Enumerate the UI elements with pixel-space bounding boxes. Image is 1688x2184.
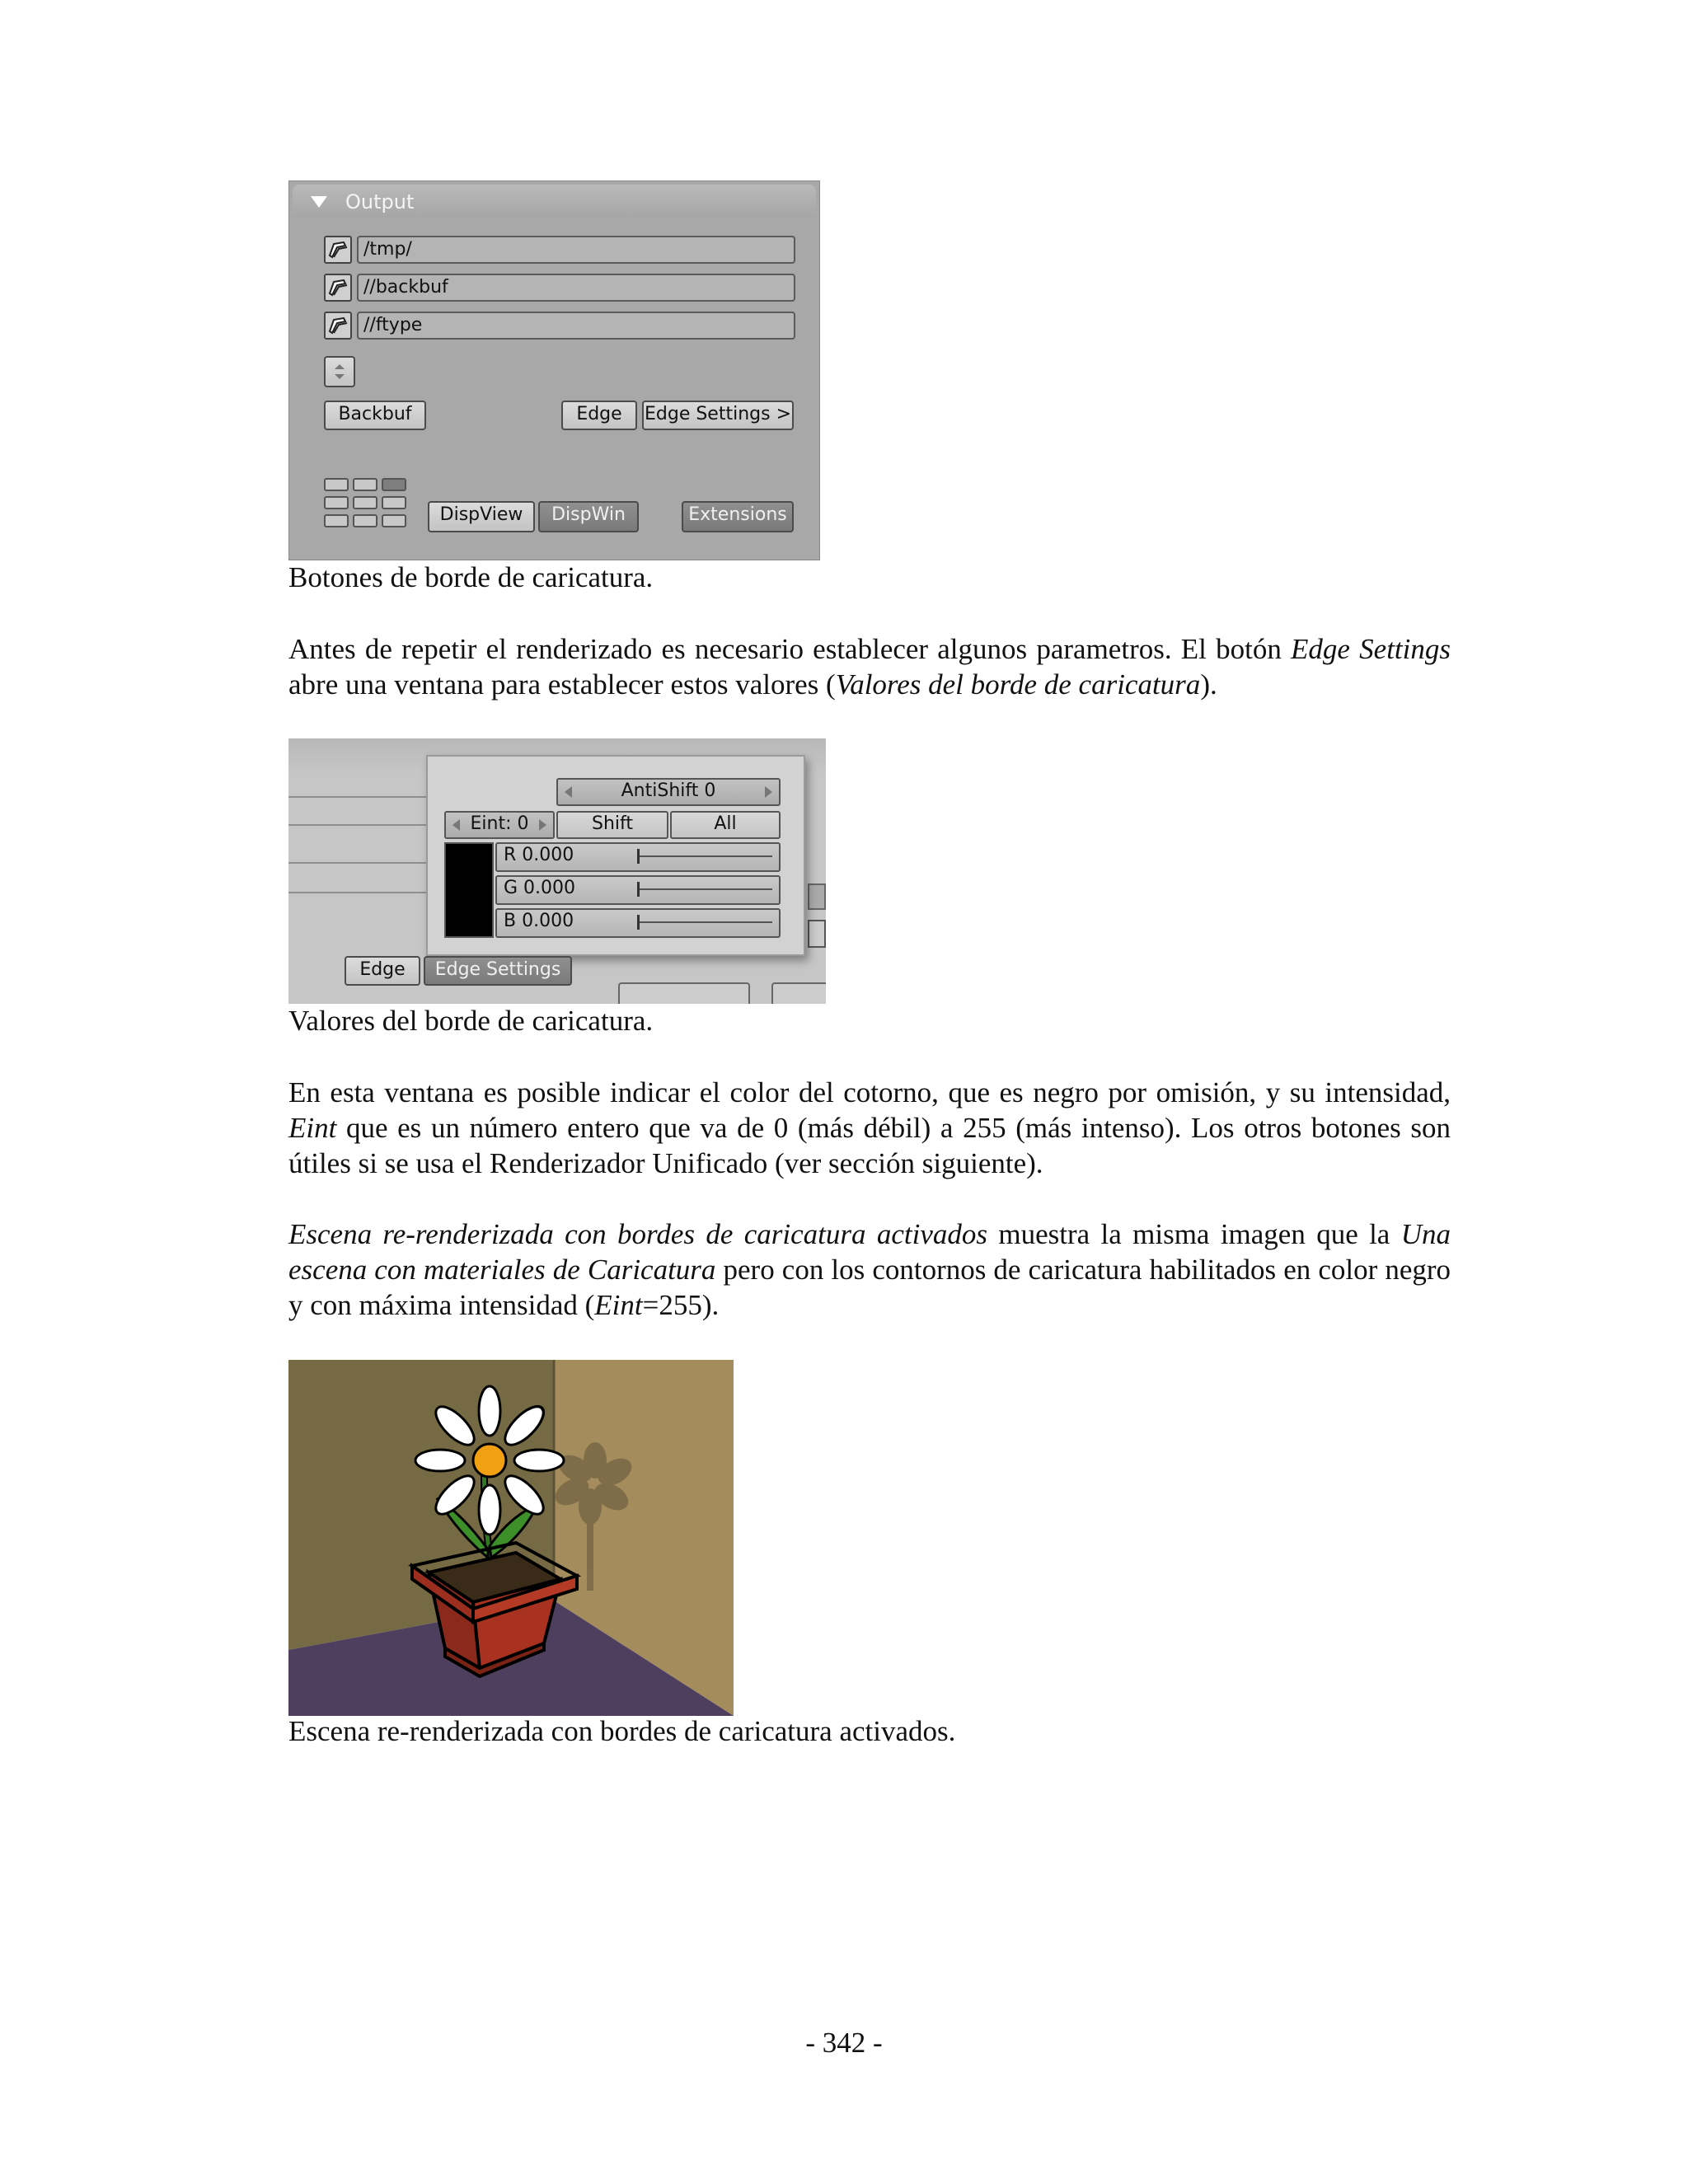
edge-color-swatch[interactable] (444, 842, 494, 938)
partial-button (808, 920, 826, 948)
text: pero con los contornos de caricatura habilitados en color negro y con máxima intensidad ( (288, 1254, 1451, 1321)
up-down-toggle-icon[interactable] (324, 356, 355, 387)
layout-cell[interactable] (353, 478, 377, 491)
partial-button (771, 982, 826, 1004)
caption-toon-render: Escena re-renderizada con bordes de caricatura activados. (288, 1715, 956, 1747)
page-number: - 342 - (805, 2027, 883, 2059)
arrow-left-icon[interactable] (565, 786, 572, 798)
text: Antes de repetir el renderizado es necesario establecer algunos parametros. El botón (288, 633, 1292, 665)
text: abre una ventana para establecer estos valores ( (288, 668, 836, 701)
slider-track (637, 888, 772, 890)
extensions-button[interactable]: Extensions (682, 501, 794, 532)
green-slider[interactable] (495, 875, 781, 905)
caption-output-panel: Botones de borde de caricatura. (288, 561, 654, 593)
eint-label: Eint: 0 (470, 813, 529, 834)
output-panel-title: Output (345, 190, 415, 213)
backbuf-button[interactable]: Backbuf (324, 401, 426, 430)
output-path-field[interactable]: /tmp/ (357, 236, 795, 264)
italic-text: Escena re-renderizada con bordes de caricatura activados (288, 1218, 988, 1250)
output-panel (288, 180, 820, 560)
slider-knob[interactable] (637, 882, 640, 897)
caption-edge-settings: Valores del borde de caricatura. (288, 1005, 654, 1037)
edge-button[interactable]: Edge (561, 401, 637, 430)
layout-cell[interactable] (324, 496, 349, 509)
paragraph-rerender (288, 1216, 1451, 1323)
arrow-right-icon[interactable] (765, 786, 772, 798)
text: En esta ventana es posible indicar el color del cotorno, que es negro por omisión, y su intensidad, (288, 1076, 1451, 1108)
dispwin-button[interactable]: DispWin (538, 501, 639, 532)
edge-settings-button[interactable]: Edge Settings (424, 956, 572, 986)
antishift-field[interactable] (556, 778, 781, 806)
eint-field[interactable] (444, 811, 555, 839)
slider-knob[interactable] (637, 849, 640, 864)
paragraph-edge-settings (288, 631, 1451, 702)
layout-cell[interactable] (324, 514, 349, 527)
red-value: R 0.000 (504, 845, 574, 865)
italic-text: Eint (594, 1289, 643, 1321)
green-value: G 0.000 (504, 878, 576, 898)
italic-text: Edge Settings (1291, 633, 1451, 665)
text: que es un número entero que va de 0 (más débil) a 255 (más intenso). Los otros botones son útiles si se usa el Renderizador Unificado (ver sección siguiente). (288, 1112, 1451, 1179)
collapse-triangle-icon[interactable] (311, 196, 327, 208)
folder-icon[interactable] (324, 274, 352, 302)
italic-text: Valores del borde de caricatura (835, 668, 1201, 701)
partial-button (618, 982, 750, 1004)
all-button[interactable]: All (670, 811, 781, 839)
blue-slider[interactable] (495, 908, 781, 938)
ftype-path-field[interactable]: //ftype (357, 312, 795, 340)
slider-track (637, 921, 772, 923)
text: =255). (642, 1289, 720, 1321)
dispview-button[interactable]: DispView (428, 501, 535, 532)
red-slider[interactable] (495, 842, 781, 872)
edge-button[interactable]: Edge (345, 956, 420, 986)
folder-icon[interactable] (324, 312, 352, 340)
edge-settings-button[interactable]: Edge Settings > (642, 401, 794, 430)
folder-icon[interactable] (324, 236, 352, 264)
flower-pot-illustration (288, 1360, 734, 1716)
partial-button (808, 883, 826, 910)
layout-cell[interactable] (353, 514, 377, 527)
divider (288, 796, 429, 798)
edge-settings-figure (288, 738, 826, 1004)
antishift-label: AntiShift 0 (621, 780, 716, 801)
divider (288, 892, 429, 893)
divider (288, 824, 429, 826)
shift-button[interactable]: Shift (556, 811, 668, 839)
blue-value: B 0.000 (504, 911, 574, 931)
toon-render-image (288, 1360, 734, 1716)
edge-settings-popup (426, 755, 805, 956)
paragraph-edge-color (288, 1075, 1451, 1181)
arrow-right-icon[interactable] (539, 819, 546, 831)
layout-cell-selected[interactable] (382, 478, 406, 491)
layout-cell[interactable] (382, 496, 406, 509)
italic-text: Eint (288, 1112, 337, 1144)
slider-knob[interactable] (637, 915, 640, 930)
slider-track (637, 855, 772, 857)
layout-cell[interactable] (324, 478, 349, 491)
divider (288, 862, 429, 864)
output-panel-header[interactable] (293, 185, 816, 218)
italic-text: Una escena con materiales de Caricatura (288, 1218, 1451, 1286)
arrow-left-icon[interactable] (452, 819, 460, 831)
text: muestra la misma imagen que la (987, 1218, 1401, 1250)
layout-cell[interactable] (353, 496, 377, 509)
backbuf-path-field[interactable]: //backbuf (357, 274, 795, 302)
layout-cell[interactable] (382, 514, 406, 527)
text: ). (1200, 668, 1217, 701)
